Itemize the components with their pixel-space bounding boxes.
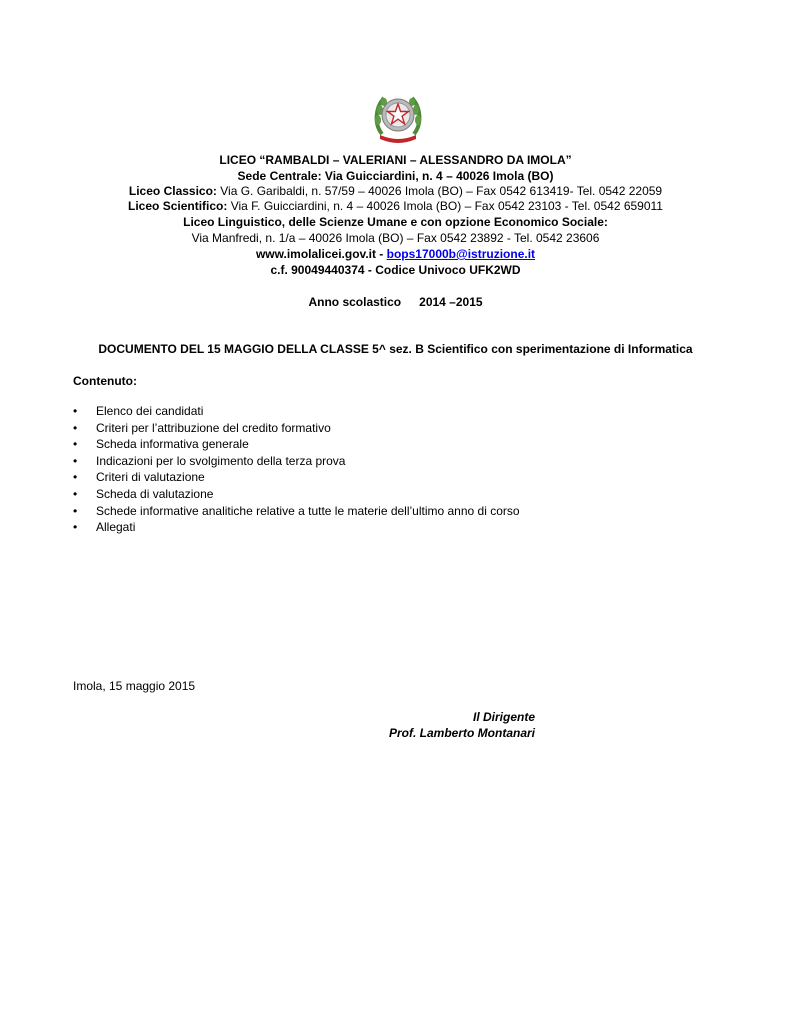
- liceo-scientifico-label: Liceo Scientifico:: [128, 199, 228, 213]
- list-item-label: Criteri per l’attribuzione del credito formativo: [96, 420, 331, 435]
- republic-emblem-icon: [372, 90, 424, 144]
- bullet-icon: •: [73, 420, 78, 435]
- bullet-icon: •: [73, 520, 78, 535]
- contact-line: [0, 246, 791, 262]
- school-year: [0, 294, 791, 310]
- list-item-label: Indicazioni per lo svolgimento della terza prova: [96, 453, 346, 468]
- liceo-classico-address: Via G. Garibaldi, n. 57/59 – 40026 Imola (BO) – Fax 0542 613419- Tel. 0542 22059: [216, 184, 663, 198]
- bullet-icon: •: [73, 503, 78, 518]
- list-item: [73, 420, 520, 437]
- list-item-label: Scheda informativa generale: [96, 437, 249, 452]
- list-item: [73, 503, 520, 520]
- contents-heading: Contenuto:: [73, 374, 137, 388]
- signature-name: Prof. Lamberto Montanari: [388, 726, 535, 740]
- signature-role: Il Dirigente: [472, 710, 535, 724]
- website-link[interactable]: www.imolalicei.gov.it -: [255, 247, 387, 261]
- school-year-label: Anno scolastico: [308, 295, 402, 309]
- list-item: [73, 519, 520, 536]
- place-date: Imola, 15 maggio 2015: [73, 679, 196, 693]
- liceo-linguistico-heading: Liceo Linguistico, delle Scienze Umane e con opzione Economico Sociale:: [183, 215, 608, 229]
- sede-centrale: Sede Centrale: Via Guicciardini, n. 4 – 40026 Imola (BO): [237, 169, 554, 183]
- liceo-classico-line: [0, 183, 791, 199]
- fiscal-code: c.f. 90049440374 - Codice Univoco UFK2WD: [270, 263, 521, 277]
- liceo-scientifico-line: [0, 198, 791, 214]
- contents-list: [73, 403, 520, 536]
- list-item: [73, 403, 520, 420]
- list-item-label: Allegati: [96, 520, 136, 535]
- school-year-value: 2014 –2015: [419, 295, 483, 309]
- liceo-classico-label: Liceo Classico:: [128, 184, 217, 198]
- list-item-label: Criteri di valutazione: [96, 470, 205, 485]
- list-item: [73, 486, 520, 503]
- list-item-label: Scheda di valutazione: [96, 486, 214, 501]
- list-item: [73, 469, 520, 486]
- list-item: [73, 436, 520, 453]
- bullet-icon: •: [73, 404, 78, 418]
- school-name: LICEO “RAMBALDI – VALERIANI – ALESSANDRO DA IMOLA”: [219, 153, 572, 167]
- list-item-label: Schede informative analitiche relative a tutte le materie dell’ultimo anno di corso: [96, 503, 520, 518]
- document-title: DOCUMENTO DEL 15 MAGGIO DELLA CLASSE 5^ sez. B Scientifico con sperimentazione di Informatica: [98, 342, 693, 356]
- liceo-linguistico-address: Via Manfredi, n. 1/a – 40026 Imola (BO) – Fax 0542 23892 - Tel. 0542 23606: [191, 231, 600, 245]
- list-item: [73, 453, 520, 470]
- list-item-label: Elenco dei candidati: [96, 404, 204, 418]
- liceo-scientifico-address: Via F. Guicciardini, n. 4 – 40026 Imola (BO) – Fax 0542 23103 - Tel. 0542 659011: [227, 199, 663, 213]
- bullet-icon: •: [73, 437, 78, 452]
- bullet-icon: •: [73, 486, 78, 501]
- bullet-icon: •: [73, 470, 78, 485]
- bullet-icon: •: [73, 453, 78, 468]
- email-link[interactable]: bops17000b@istruzione.it: [386, 247, 536, 261]
